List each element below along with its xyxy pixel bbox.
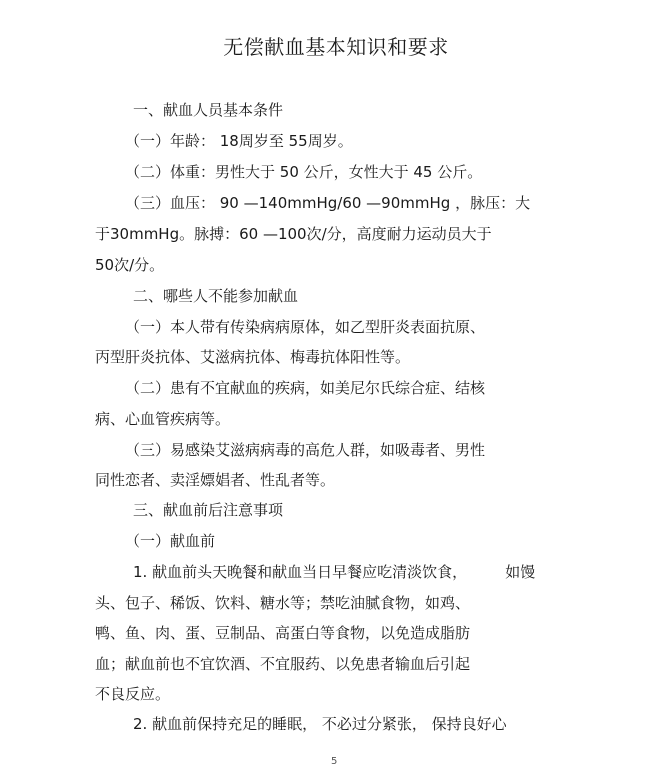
paragraph-line: 同性恋者、卖淫嫖娼者、性乱者等。 (95, 471, 336, 489)
paragraph-line: 50次/分。 (95, 256, 165, 274)
paragraph-line: 鸭、鱼、肉、蛋、豆制品、高蛋白等食物，以免造成脂肪 (95, 624, 471, 642)
section-heading-1: 一、献血人员基本条件 (133, 101, 284, 119)
paragraph-line: 1. 献血前头天晚餐和献血当日早餐应吃清淡饮食， 如馒 (133, 563, 536, 581)
section-heading-3: 三、献血前后注意事项 (133, 501, 284, 519)
paragraph-line: （二）体重：男性大于 50 公斤，女性大于 45 公斤。 (125, 163, 483, 181)
paragraph-line: 病、心血管疾病等。 (95, 410, 231, 428)
subsection-heading: （一）献血前 (125, 532, 216, 550)
paragraph-line: （二）患有不宜献血的疾病，如美尼尔氏综合症、结核 (125, 379, 486, 397)
paragraph-line: 于30mmHg。脉搏：60 —100次/分，高度耐力运动员大于 (95, 225, 492, 243)
paragraph-line: 丙型肝炎抗体、艾滋病抗体、梅毒抗体阳性等。 (95, 348, 411, 366)
paragraph-line: （一）本人带有传染病病原体，如乙型肝炎表面抗原、 (125, 318, 486, 336)
paragraph-line: 血；献血前也不宜饮酒、不宜服药、以免患者输血后引起 (95, 655, 471, 673)
paragraph-line: 2. 献血前保持充足的睡眠， 不必过分紧张， 保持良好心 (133, 715, 507, 733)
paragraph-line: （一）年龄： 18周岁至 55周岁。 (125, 132, 353, 150)
paragraph-line: 头、包子、稀饭、饮料、糖水等；禁吃油腻食物，如鸡、 (95, 594, 471, 612)
paragraph-line: （三）血压： 90 —140mmHg/60 —90mmHg ，脉压：大 (125, 194, 531, 212)
paragraph-line: 不良反应。 (95, 685, 171, 703)
document-title: 无偿献血基本知识和要求 (223, 35, 449, 59)
section-heading-2: 二、哪些人不能参加献血 (133, 287, 299, 305)
paragraph-line: （三）易感染艾滋病病毒的高危人群，如吸毒者、男性 (125, 441, 486, 459)
page-number: 5 (331, 756, 338, 767)
